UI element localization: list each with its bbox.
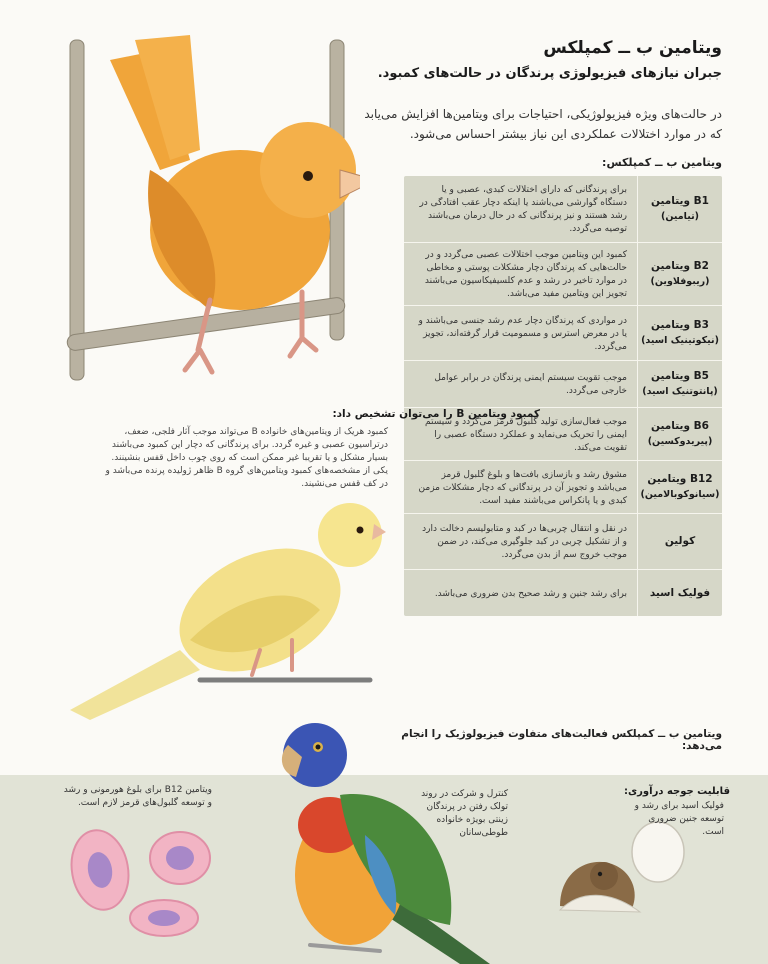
table-row bbox=[404, 176, 722, 243]
vitamin-name: ویتامین B2 bbox=[651, 260, 709, 272]
vitamin-name: ویتامین B5 bbox=[651, 370, 709, 382]
vitamin-name-cell bbox=[637, 176, 722, 242]
page-subtitle: جبران نیازهای فیزیولوژی پرندگان در حالت‌های کمبود. bbox=[377, 66, 722, 81]
vitamin-name: فولیک اسید bbox=[649, 586, 711, 599]
vitamin-subname: (سیانوکوبالامین) bbox=[640, 489, 720, 500]
table-row bbox=[404, 306, 722, 361]
vitamin-description: موجب تقویت سیستم ایمنی پرندگان در برابر عوامل خارجی می‌گردد. bbox=[434, 373, 627, 396]
vitamin-name-cell bbox=[637, 361, 722, 407]
table-row bbox=[404, 243, 722, 306]
vitamin-description: در مواردی که پرندگان دچار عدم رشد جنسی می‌باشند و یا در معرض استرس و مسمومیت قرار گرفته‌اند، تجویز می‌گردد. bbox=[418, 315, 627, 352]
table-row bbox=[404, 361, 722, 408]
vitamin-description: در نقل و انتقال چربی‌ها در کبد و متابولیسم دخالت دارد و از تشکیل چربی در کبد جلوگیری می‌کند، در ضمن موجب خروج سم از بدن می‌گردد. bbox=[422, 524, 627, 560]
vitamin-subname: (پانتوتنیک اسید) bbox=[642, 386, 718, 397]
vitamin-name-cell bbox=[637, 514, 722, 569]
vitamin-name-cell bbox=[637, 243, 722, 305]
vitamin-name-cell bbox=[637, 570, 722, 616]
vitamin-name: ویتامین B6 bbox=[651, 420, 709, 432]
vitamin-name: کولین bbox=[664, 535, 696, 547]
vitamin-subname: (تیامین) bbox=[660, 211, 699, 222]
vitamin-description: کمبود این ویتامین موجب اختلالات عصبی می‌گردد و در حالت‌هایی که پرندگان دچار مشکلات پوستی و مخاطی در موارد تاخیر در رشد و عدم کلسیفیکاسیون می‌باشند تجویز این ویتامین مفید می‌باشد. bbox=[424, 250, 627, 299]
hatchability-text: فولیک اسید برای رشد و توسعه جنین ضروری است. bbox=[634, 801, 724, 837]
table-row bbox=[404, 514, 722, 570]
vitamin-name: ویتامین B1 bbox=[651, 195, 709, 207]
b12-function-text: ویتامین B12 برای بلوغ هورمونی و رشد و توسعه گلبول‌های قرمز لازم است. bbox=[63, 785, 212, 808]
molting-function-text: کنترل و شرکت در روند تولک رفتن در پرندگان زینتی بویژه خانواده طوطی‌سانان bbox=[421, 789, 508, 838]
vitamin-name-cell bbox=[637, 306, 722, 360]
table-heading: ویتامین ب ــ کمپلکس: bbox=[602, 156, 722, 169]
deficiency-text: کمبود هریک از ویتامین‌های خانواده B می‌تواند موجب آثار فلجی، ضعف، درتراسیون عصبی و غیره گردد. برای پرندگانی که دچار این کمبود می‌باشند بسیار مشکل و یا تقریبا غیر ممکن است که روی چوب داخل قفس بنشینند. یکی از مشخصه‌های کمبود ویتامین‌های گروه B ظاهر ژولیده پرنده می‌باشد و در کف قفس می‌نشیند. bbox=[105, 427, 388, 489]
vitamin-name: ویتامین B12 bbox=[647, 473, 713, 485]
functions-heading: ویتامین ب ــ کمپلکس فعالیت‌های متفاوت فیزیولوژیک را انجام می‌دهد: bbox=[401, 728, 722, 752]
orange-canary-illustration bbox=[40, 20, 360, 400]
table-row bbox=[404, 461, 722, 514]
deficiency-title: کمبود ویتامین B را می‌توان تشخیص داد: bbox=[332, 408, 540, 420]
vitamin-name-cell bbox=[637, 461, 722, 513]
red-blood-cells-illustration bbox=[60, 822, 230, 942]
vitamin-name-cell bbox=[637, 408, 722, 460]
hatchability-title: قابلیت جوجه درآوری: bbox=[624, 786, 730, 797]
vitamin-subname: (نیکوتینیک اسید) bbox=[641, 335, 719, 346]
vitamin-name: ویتامین B3 bbox=[651, 319, 709, 331]
vitamin-description: برای رشد جنین و رشد صحیح بدن ضروری می‌باشد. bbox=[434, 588, 627, 599]
vitamin-description: مشوق رشد و بازسازی بافت‌ها و بلوغ گلبول قرمز می‌باشد و تجویز آن در پرندگانی که دچار مشکلات مزمن کبدی و یا پانکراس می‌باشند مفید است. bbox=[418, 469, 627, 506]
vitamin-description: موجب فعال‌سازی تولید گلبول قرمز می‌گردد و سیستم ایمنی را تحریک می‌نماید و عملکرد دستگاه عصبی را تقویت می‌کند. bbox=[425, 416, 627, 453]
yellow-canary-illustration bbox=[60, 490, 390, 720]
vitamin-subname: (پیریدوکسین) bbox=[647, 436, 713, 447]
vitamin-description: برای پرندگانی که دارای اختلالات کبدی، عصبی و یا دستگاه گوارشی می‌باشند یا اینکه دچار عقب افتادگی در رشد هستند و نیز پرندگانی که در حال درمان می‌باشند توصیه می‌گردد. bbox=[419, 185, 627, 234]
intro-paragraph: در حالت‌های ویژه فیزیولوژیکی، احتیاجات برای ویتامین‌ها افزایش می‌یابد که در موارد اختلالات عملکردی این نیاز بیشتر احساس می‌شود. bbox=[364, 107, 722, 141]
table-row bbox=[404, 570, 722, 616]
vitamin-subname: (ریبوفلاوین) bbox=[650, 276, 710, 287]
page-title: ویتامین ب ــ کمپلکس bbox=[543, 38, 722, 58]
vitamin-table bbox=[404, 176, 722, 616]
